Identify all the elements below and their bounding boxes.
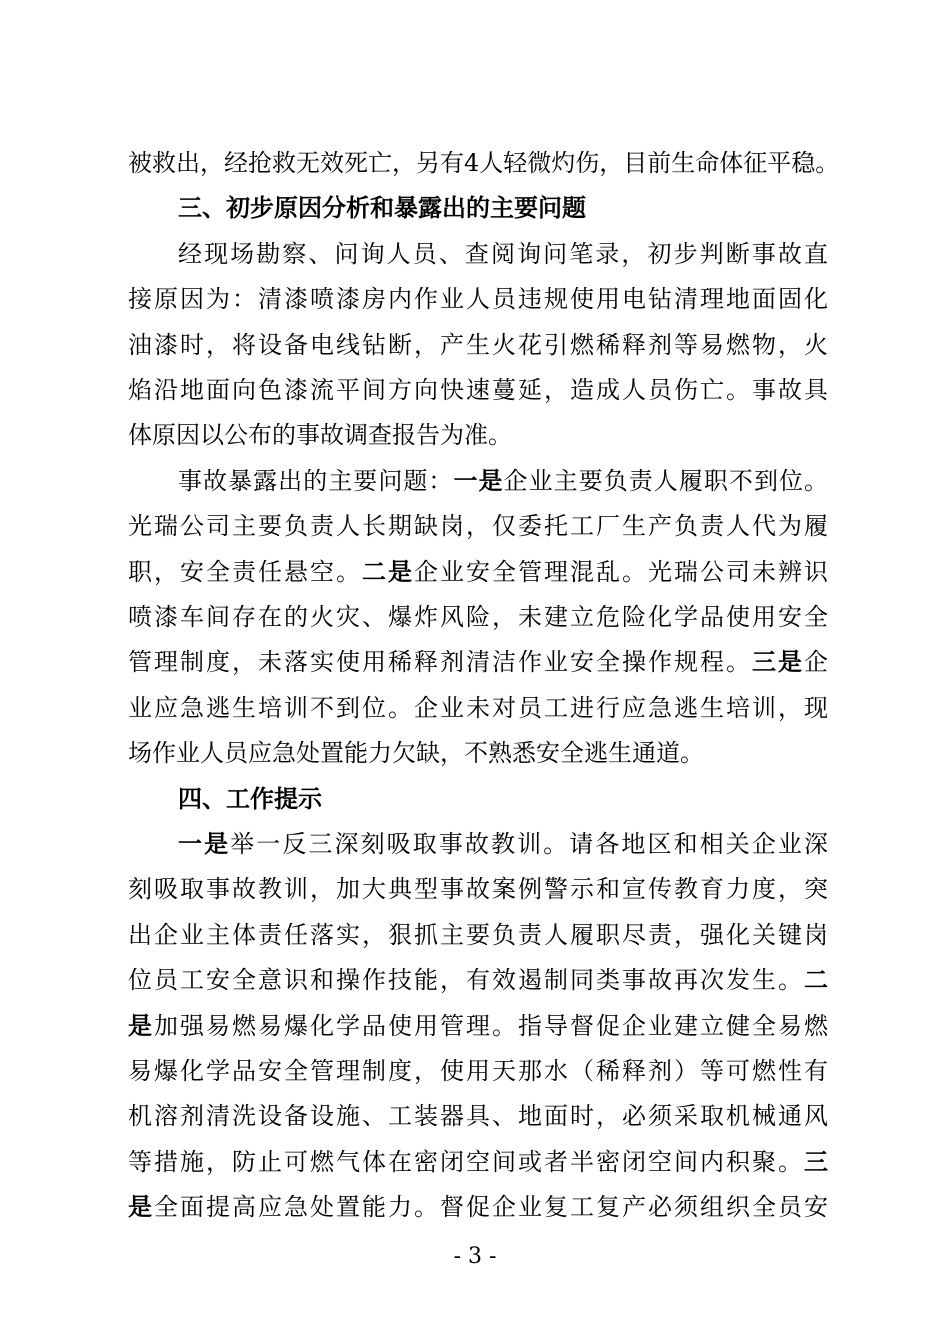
text-line — [128, 503, 828, 549]
text-line — [128, 549, 828, 595]
bold-marker: 二是 — [362, 557, 414, 586]
text-segment: 企 — [804, 648, 828, 677]
page-number: - 3 - — [453, 1244, 497, 1269]
text-segment: 管理制度，未落实使用稀释剂清洁作业安全操作规程。 — [128, 648, 752, 677]
text-segment: 经现场勘察、问询人员、查阅询问笔录，初步判断事故直 — [178, 239, 828, 268]
bold-marker: 三 — [804, 1147, 828, 1176]
text-segment: 举一反三深刻吸取事故教训。请各地区和相关企业深 — [230, 830, 829, 858]
text-segment: 位员工安全意识和操作技能，有效遏制同类事故再次发生。 — [128, 966, 804, 995]
text-segment: 光瑞公司主要负责人长期缺岗，仅委托工厂生产负责人代为履 — [128, 512, 828, 541]
text-line — [128, 639, 828, 685]
text-segment: 被救出，经抢救无效死亡，另有4人轻微灼伤，目前生命体征平稳。 — [128, 149, 840, 177]
text-segment: 四、工作提示 — [178, 784, 322, 813]
text-segment: 企业主要负责人履职不到位。 — [503, 466, 829, 495]
text-line — [178, 458, 828, 504]
text-segment: 喷漆车间存在的火灾、爆炸风险，未建立危险化学品使用安全 — [128, 603, 828, 631]
text-segment: 职，安全责任悬空。 — [128, 557, 362, 586]
text-segment: 机溶剂清洗设备设施、工装器具、地面时，必须采取机械通风 — [128, 1102, 828, 1131]
text-segment: 三、初步原因分析和暴露出的主要问题 — [178, 194, 586, 223]
section-heading — [178, 776, 828, 822]
bold-marker: 一是 — [178, 830, 231, 858]
bold-marker: 是 — [128, 1011, 154, 1040]
text-segment: 事故暴露出的主要问题： — [178, 466, 454, 495]
text-segment: 易爆化学品安全管理制度，使用天那水（稀释剂）等可燃性有 — [128, 1057, 828, 1085]
text-line — [128, 1093, 828, 1139]
text-segment: 业应急逃生培训不到位。企业未对员工进行应急逃生培训，现 — [128, 693, 828, 722]
text-line — [128, 140, 840, 186]
bold-marker: 二 — [804, 966, 828, 995]
text-line — [128, 866, 828, 912]
text-line — [128, 957, 828, 1003]
text-line — [128, 1184, 828, 1230]
text-segment: 全面提高应急处置能力。督促企业复工复产必须组织全员安 — [154, 1193, 828, 1222]
text-line — [128, 685, 828, 731]
text-line — [128, 412, 828, 458]
section-heading — [178, 185, 828, 231]
text-segment: 出企业主体责任落实，狠抓主要负责人履职尽责，强化关键岗 — [128, 920, 828, 949]
text-line — [128, 1003, 828, 1049]
text-segment: 场作业人员应急处置能力欠缺，不熟悉安全逃生通道。 — [128, 739, 704, 768]
text-segment: 等措施，防止可燃气体在密闭空间或者半密闭空间内积聚。 — [128, 1147, 804, 1176]
text-line — [128, 322, 828, 368]
text-segment: 加强易燃易爆化学品使用管理。指导督促企业建立健全易燃 — [154, 1011, 828, 1040]
text-segment: 企业安全管理混乱。光瑞公司未辨识 — [414, 557, 828, 586]
text-line — [128, 912, 828, 958]
text-line — [128, 276, 828, 322]
text-segment: 体原因以公布的事故调查报告为准。 — [128, 421, 512, 450]
bold-marker: 一是 — [453, 466, 504, 495]
text-line — [128, 367, 828, 413]
bold-marker: 三是 — [752, 648, 804, 677]
text-segment: 焰沿地面向色漆流平间方向快速蔓延，造成人员伤亡。事故具 — [128, 376, 828, 404]
text-line — [128, 1139, 828, 1185]
text-line — [178, 821, 828, 867]
text-segment: 油漆时，将设备电线钻断，产生火花引燃稀释剂等易燃物，火 — [128, 330, 828, 359]
bold-marker: 是 — [128, 1193, 154, 1222]
text-line — [128, 730, 828, 776]
text-segment: 刻吸取事故教训，加大典型事故案例警示和宣传教育力度，突 — [128, 875, 828, 904]
text-line — [128, 594, 828, 640]
text-line — [128, 1048, 828, 1094]
text-line — [178, 231, 828, 277]
text-segment: 接原因为：清漆喷漆房内作业人员违规使用电钻清理地面固化 — [128, 285, 828, 314]
